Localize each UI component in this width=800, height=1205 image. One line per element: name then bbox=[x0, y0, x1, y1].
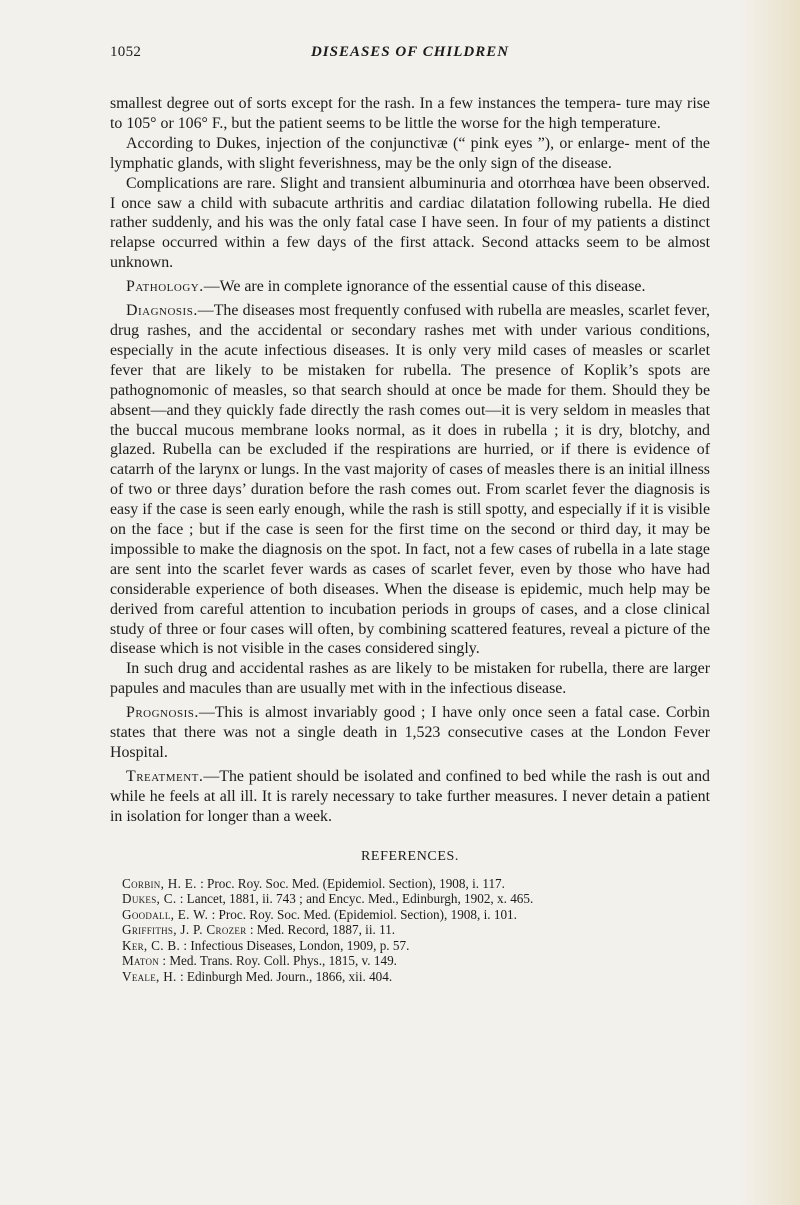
reference-item bbox=[110, 969, 710, 985]
reference-item bbox=[110, 891, 710, 907]
section-prognosis bbox=[110, 703, 710, 763]
page-edge-shadow bbox=[740, 0, 800, 1205]
paragraph-text: —This is almost invariably good ; I have only once seen a fatal case. Corbin states that there was not a single death in 1,523 consecutive cases at the London Fever Hospital. bbox=[110, 704, 710, 761]
reference-item bbox=[110, 938, 710, 954]
reference-citation: : Proc. Roy. Soc. Med. (Epidemiol. Section), 1908, i. 101. bbox=[208, 906, 517, 922]
paragraph-dukes bbox=[110, 134, 710, 174]
section-heading-prognosis: Prognosis. bbox=[126, 704, 199, 722]
reference-citation: : Infectious Diseases, London, 1909, p. 57. bbox=[180, 937, 410, 953]
reference-citation: : Lancet, 1881, ii. 743 ; and Encyc. Med., Edinburgh, 1902, x. 465. bbox=[176, 891, 534, 907]
paragraph-text: According to Dukes, injection of the conjunctivæ (“ pink eyes ”), or enlarge- ment of the lymphatic glands, with slight feverishness, may be the only sign of the disease. bbox=[110, 134, 710, 172]
section-treatment bbox=[110, 767, 710, 827]
references-list bbox=[110, 876, 710, 985]
reference-author: Corbin, H. E. bbox=[122, 875, 197, 891]
paragraph-text: —The diseases most frequently confused with rubella are measles, scarlet fever, drug rashes, and the accidental or secondary rashes met with under various conditions, especially in the acute infectious diseases. It is only very mild cases of measles or scarlet fever that are likely to be mistaken for rubella. The presence of Koplik’s spots are pathognomonic of measles, so that search should at once be made for them. Should they be absent—and they quickly fade directly the rash comes out—it is very seldom in measles that the buccal mucous membrane looks normal, as it does in rubella ; it is dry, blotchy, and glazed. Rubella can be excluded if the respirations are hurried, or if there is evidence of catarrh of the larynx or lungs. In the vast majority of cases of measles there is an initial illness of two or three days’ duration before the rash comes out. From scarlet fever the diagnosis is easy if the case is seen early enough, while the rash is still spotty, and especially if it is visible on the face ; but if the case is seen for the first time on the second or third day, it may be impossible to make the diagnosis on the spot. In fact, not a few cases of rubella in a late stage are sent into the scarlet fever wards as cases of scarlet fever, even by those who have had considerable experience of both diseases. When the disease is epidemic, much help may be derived from careful attention to incubation periods in groups of cases, and a close clinical study of three or four cases will often, by combining scattered features, reveal a picture of the disease which is not visible in the cases considered singly. bbox=[110, 302, 710, 658]
reference-citation: : Proc. Roy. Soc. Med. (Epidemiol. Section), 1908, i. 117. bbox=[196, 875, 505, 891]
section-diagnosis bbox=[110, 301, 710, 659]
reference-item bbox=[110, 876, 710, 892]
reference-author: Goodall, E. W. bbox=[122, 906, 209, 922]
reference-item bbox=[110, 953, 710, 969]
reference-author: Veale, H. bbox=[122, 968, 177, 984]
paragraph-complications bbox=[110, 174, 710, 274]
paragraph-text: —The patient should be isolated and confined to bed while the rash is out and while he feels at all ill. It is rarely necessary to take further measures. I never detain a patient in isolation for longer than a week. bbox=[110, 767, 710, 825]
paragraph-text: Complications are rare. Slight and transient albuminuria and otorrhœa have been observed. I once saw a child with subacute arthritis and cardiac dilatation following rubella. He died rather suddenly, and his was the only fatal case I have seen. In four of my patients a distinct relapse occurred within a few days of the first attack. Second attacks seem to be almost unknown. bbox=[110, 174, 710, 272]
references-title: REFERENCES. bbox=[360, 848, 459, 864]
reference-author: Maton bbox=[122, 953, 160, 969]
section-heading-diagnosis: Diagnosis. bbox=[126, 302, 198, 320]
section-pathology bbox=[110, 277, 710, 297]
section-heading-pathology: Pathology. bbox=[126, 278, 204, 296]
reference-citation: : Med. Record, 1887, ii. 11. bbox=[246, 922, 396, 938]
body-text bbox=[110, 94, 710, 984]
reference-author: Griffiths, J. P. Crozer bbox=[122, 922, 247, 938]
page-header bbox=[110, 44, 710, 68]
reference-item bbox=[110, 922, 710, 938]
section-heading-treatment: Treatment. bbox=[126, 767, 204, 785]
paragraph-drug-rashes bbox=[110, 659, 710, 699]
running-title: DISEASES OF CHILDREN bbox=[310, 44, 510, 60]
paragraph-text: In such drug and accidental rashes as are likely to be mistaken for rubella, there are larger papules and macules than are usually met with in the infectious disease. bbox=[110, 660, 710, 698]
reference-citation: : Med. Trans. Roy. Coll. Phys., 1815, v. 149. bbox=[159, 953, 397, 969]
reference-item bbox=[110, 907, 710, 923]
reference-author: Ker, C. B. bbox=[122, 937, 181, 953]
paragraph-text: smallest degree out of sorts except for the rash. In a few instances the tempera- ture may rise to 105° or 106° F., but the patient seems to be little the worse for the high temperature. bbox=[110, 95, 710, 132]
page-number: 1052 bbox=[110, 44, 142, 60]
reference-author: Dukes, C. bbox=[122, 891, 177, 907]
paragraph-rash-temperature bbox=[110, 94, 710, 134]
paragraph-text: —We are in complete ignorance of the essential cause of this disease. bbox=[203, 278, 646, 296]
reference-citation: : Edinburgh Med. Journ., 1866, xii. 404. bbox=[176, 968, 393, 984]
